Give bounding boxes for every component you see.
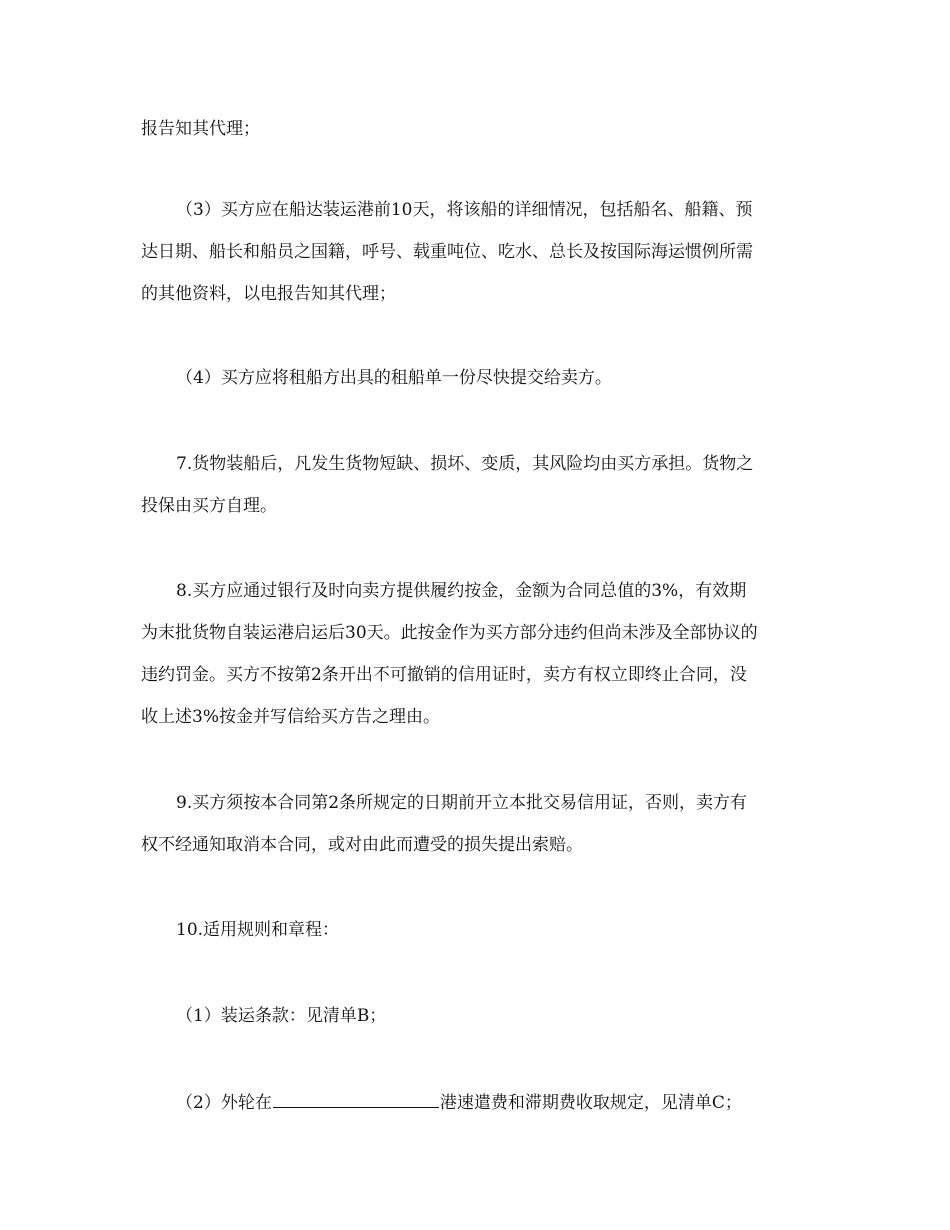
text-line: 违约罚金。买方不按第2条开出不可撤销的信用证时，卖方有权立即终止合同，没 — [141, 665, 747, 685]
text-line: 的其他资料，以电报告知其代理； — [141, 284, 396, 304]
text-line: 投保由买方自理。 — [141, 496, 277, 516]
text-segment: 港速遣费和滞期费收取规定，见清单C； — [439, 1093, 742, 1113]
text-line: 收上述3%按金并写信给买方告之理由。 — [141, 707, 440, 727]
text-line: 9.买方须按本合同第2条所规定的日期前开立本批交易信用证，否则，卖方有 — [176, 793, 748, 813]
text-line: 7.货物装船后，凡发生货物短缺、损坏、变质，其风险均由买方承担。货物之 — [176, 454, 754, 474]
text-line: 权不经通知取消本合同，或对由此而遭受的损失提出索赔。 — [141, 835, 583, 855]
text-line: （1）装运条款：见清单B； — [176, 1006, 387, 1026]
text-line: （3）买方应在船达装运港前10天，将该船的详细情况，包括船名、船籍、预 — [176, 200, 753, 220]
fill-in-blank — [273, 1089, 439, 1108]
text-line: 达日期、船长和船员之国籍，呼号、载重吨位、吃水、总长及按国际海运惯例所需 — [141, 242, 753, 262]
text-line: 10.适用规则和章程： — [176, 920, 340, 940]
text-line: 报告知其代理； — [141, 119, 260, 139]
text-segment: （2）外轮在 — [176, 1093, 272, 1113]
text-line: （4）买方应将租船方出具的租船单一份尽快提交给卖方。 — [176, 368, 612, 388]
text-line-with-blank — [176, 1089, 856, 1115]
text-line: 为末批货物自装运港启运后30天。此按金作为买方部分违约但尚未涉及全部协议的 — [141, 623, 758, 643]
text-line: 8.买方应通过银行及时向卖方提供履约按金，金额为合同总值的3%，有效期 — [176, 581, 747, 601]
